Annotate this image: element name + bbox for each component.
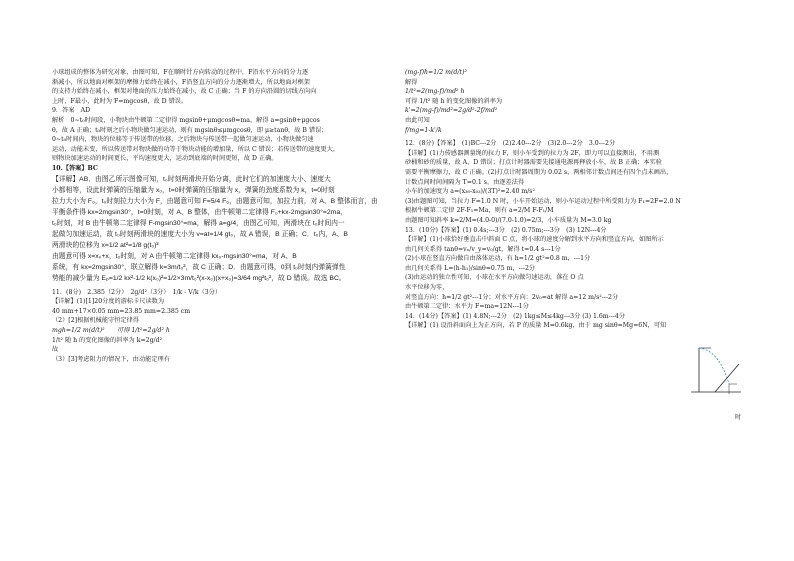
- q11-line-1: 【详解】(1)[1]20分度的游标卡尺读数为: [52, 298, 165, 306]
- q12-line-5: 小车的加速度为 a=(x₃₆-x₀₃)/(3T)²≈2.40 m/s²: [405, 188, 535, 196]
- left-line-7: 0~t₀时间内，物块的位移等于传送带的位移，之后物块与传送带一起做匀速运动，小物块做匀速: [52, 136, 314, 144]
- right-line-0: (mg-f)h=1/2 m(d/t)²: [405, 69, 467, 76]
- shi-suffix: 时: [735, 414, 742, 421]
- q12-line-7: 根据牛顿第二定律 2F-F₁=Ma，则有 a=2/M F-F₁/M: [405, 207, 554, 215]
- q13-line-5: (3)由运动的独立性可知，小球在水平方向做匀速运动，落在 O 点: [405, 274, 584, 282]
- left-line-9: 则物块加速运动的时间更长，平均速度更大，运动到底端的时间更短，故 D 正确。: [52, 155, 278, 163]
- left-line-4: 9．答案 AD: [52, 107, 91, 115]
- q11-line-6: 故: [52, 346, 59, 354]
- q10-line-8: 系统，有 kx=2mgsin30°，联立解得 k=3m/t₀²，故 C 正确；D．由题意可得，0到 t₀时刻内弹簧弹性: [52, 263, 346, 271]
- q13-line-2: 由几何关系得 tanθ=vₓ/v_y=v₀/gt，解得 t=0.4 s---1分: [405, 245, 561, 253]
- right-line-6: f/mg=1-k'/k: [405, 126, 442, 134]
- q10-answer-title: 10.【答案】BC: [52, 164, 98, 172]
- right-line-4: k'=2(mg-f)/md²=2g/d²-2f/md²: [405, 107, 498, 115]
- q10-line-7: 由题意可得 x=x₀+x，t₀时刻，对 A 由牛顿第二定律得 kx₀-mgsin30°=ma，对 A、B: [52, 252, 297, 260]
- q13-line-3: (2)小球在竖直方向做自由落体运动，有 h=1/2 gt²=0.8 m，---1分: [405, 255, 591, 263]
- right-line-1: 解得: [405, 78, 418, 86]
- q14-line-1: 【详解】(1) 设沿斜面向上为正方向，若 P 的质量 M=0.6kg，由于 mg sinθ=Mg=6N，可知: [405, 322, 667, 330]
- q12-line-2: 砂桶和砂的质量，故 A、D 错误；打点计时器需要先接通电源再释放小车，故 B 正确；本实验: [405, 159, 662, 167]
- left-line-8: 运动，动能未变，所以传送带对物块做的功等于物块动能的增加量，所以 C 错误；若传送带的速度更大，: [52, 145, 340, 153]
- q10-line-1: 小都相等，设此时弹簧的压缩量为 x₀，t=0时弹簧的压缩量为 x，弹簧的劲度系数为 k，t=0时刻: [52, 186, 335, 194]
- q10-line-4: t₀时刻，对 B 由牛顿第二定律得 F-mgsin30°=ma，解得 a=g/4，由图乙可知，两滑块在 t₀时间内一: [52, 219, 345, 227]
- right-column: [405, 68, 743, 331]
- q10-line-3: 平衡条件得 kx=2mgsin30°，t=0时刻，对 A、B 整体，由牛顿第二定律得 F₀+kx-2mgsin30°=2ma，: [52, 208, 347, 216]
- q13-line-6: 水平位移为零，: [405, 284, 449, 292]
- q13-line-0: 13．(10分)【答案】(1) 0.4s;---3分 (2) 0.75m;---3分 (3) 12N---4分: [405, 226, 607, 234]
- q11-line-4: mgh=1/2 m(d/t)² 可得 1/t²=2g/d² h: [52, 326, 170, 334]
- q13-line-1: 【详解】(1)小球恰好垂直击中斜面 C 点，将小球的速度分解到水平方向和竖直方向，如图所示: [405, 236, 664, 244]
- diagram-svg: [685, 340, 743, 398]
- q11-line-5: 1/t² 随 h 的变化图像的斜率为 k=2g/d²: [52, 336, 163, 344]
- q11-line-7: （3）[3]考虑阻力的情况下，由动能定理有: [52, 355, 170, 363]
- q13-line-7: 对竖直方向：h=1/2 gt²---1分；对水平方向：2v₀=at 解得 a=12 m/s²---2分: [405, 293, 619, 301]
- q12-line-6: (3)由题图可知，当拉力 F=1.0 N 时，小车开始运动，则小车运动过程中所受阻力为 F₁=2F=2.0 N: [405, 197, 681, 205]
- projectile-incline-diagram: [685, 340, 743, 398]
- q12-line-1: 【详解】(1)力传感器测量绳的拉力 F，则小车受到的拉力为 2F，即力可以直接测出，不用测: [405, 149, 660, 157]
- right-line-5: 由此可知: [405, 116, 430, 124]
- left-line-6: θ，故 A 正确；t₀时刻之后小物块做匀速运动，则有 mgsinθ≤μmgcosθ，即 μ≥tanθ，故 B 错误；: [52, 126, 328, 134]
- q12-line-0: 12．(8分)【答案】 (1)BC---2分 (2)2.40---2分 (3)2.0---2分 3.0---2分: [405, 140, 616, 148]
- q10-line-6: 两滑块的位移为 x=1/2 at²=1/8 g(t₀)²: [52, 241, 159, 249]
- q12-line-4: 计数点间时间间隔为 T=0.1 s，由逐差法得: [405, 178, 525, 186]
- q12-line-8: 由题图可知斜率 k=2/M=(4.0-0)/(7.0-1.0)=2/3，小车质量为 M=3.0 kg: [405, 216, 612, 224]
- q11-line-2: 40 mm+17×0.05 mm=23.85 mm=2.385 cm: [52, 307, 191, 315]
- left-line-1: 渐减小，所以地面对框架的摩擦力始终在减小，F沿竖直方向的分力逐渐增大，所以地面对框架: [52, 78, 310, 86]
- q13-line-4: 由几何关系得 L=(h-h₁)/sinθ=0.75 m，---2分: [405, 264, 536, 272]
- q11-line-0: 11．(8分) 2.385（2分） 2g/d²（3分） 1/k - V/k（3分）: [52, 288, 222, 296]
- right-line-3: 可得 1/t² 随 h 的变化图像的斜率为: [405, 97, 503, 105]
- q10-line-9: 势能的减少量为 Eₚ=1/2 kx²-1/2 k(x₀)²=1/2×3m/t₀²(x-x₀)(x+x₀)=3/64 mg²t₀²，故 D 错误。故选 BC。: [52, 274, 346, 282]
- left-column: [52, 68, 388, 364]
- incline-line: [715, 364, 739, 392]
- q10-line-2: 拉力大小为 F₀，t₀时刻拉力大小为 F，由题意可知 F=5/4 F₀，由题意可知，加拉力前，对 A、B 整体而言，由: [52, 197, 378, 205]
- q12-line-3: 需要平衡摩擦力，故 C 正确。(2)打点计时器周期为 0.02 s，两相邻计数点间还有四个点未画出，: [405, 168, 673, 176]
- trajectory-curve: [699, 348, 729, 384]
- left-line-3: 上时，F最小，此时为 F=mgcosθ，故 D 错误。: [52, 97, 188, 105]
- q13-line-8: 由牛顿第二定律：水平力 F=ma=12N---1分: [405, 303, 529, 311]
- left-line-5: 解析 0~t₀时间段，小物块由牛顿第二定律得 mgsinθ+μmgcosθ=ma，解得 a=gsinθ+μgcos: [52, 116, 320, 124]
- left-line-2: 的支持力始终在减小，框架对地面的压力始终在减小，故 C 正确；当 F 的方向沿圆的切线方向向: [52, 88, 317, 96]
- q10-line-0: 【详解】AB．由图乙所示图像可知，t₀时刻两滑块开始分离，此时它们的加速度大小、速度大: [52, 175, 331, 183]
- q10-line-5: 起做匀加速运动，故 t₀时刻两滑块的速度大小为 v=at=1/4 gt₀，故 A 错误，B 正确；C．t₀内，A、B: [52, 230, 348, 238]
- right-line-2: 1/t²=2(mg-f)/md² h: [405, 88, 465, 96]
- left-line-0: 小球组成的整体为研究对象，由图可知，F在顺时针方向转动的过程中，F沿水平方向的分力逐: [52, 69, 309, 76]
- q11-line-3: （2）[2]根据机械能守恒定律得: [52, 317, 139, 325]
- q14-line-0: 14．(14分)【答案】(1) 4.8N;---2分 (2) 1kg≤M≤4kg---3分 (3) 1.6m---4分: [405, 312, 626, 320]
